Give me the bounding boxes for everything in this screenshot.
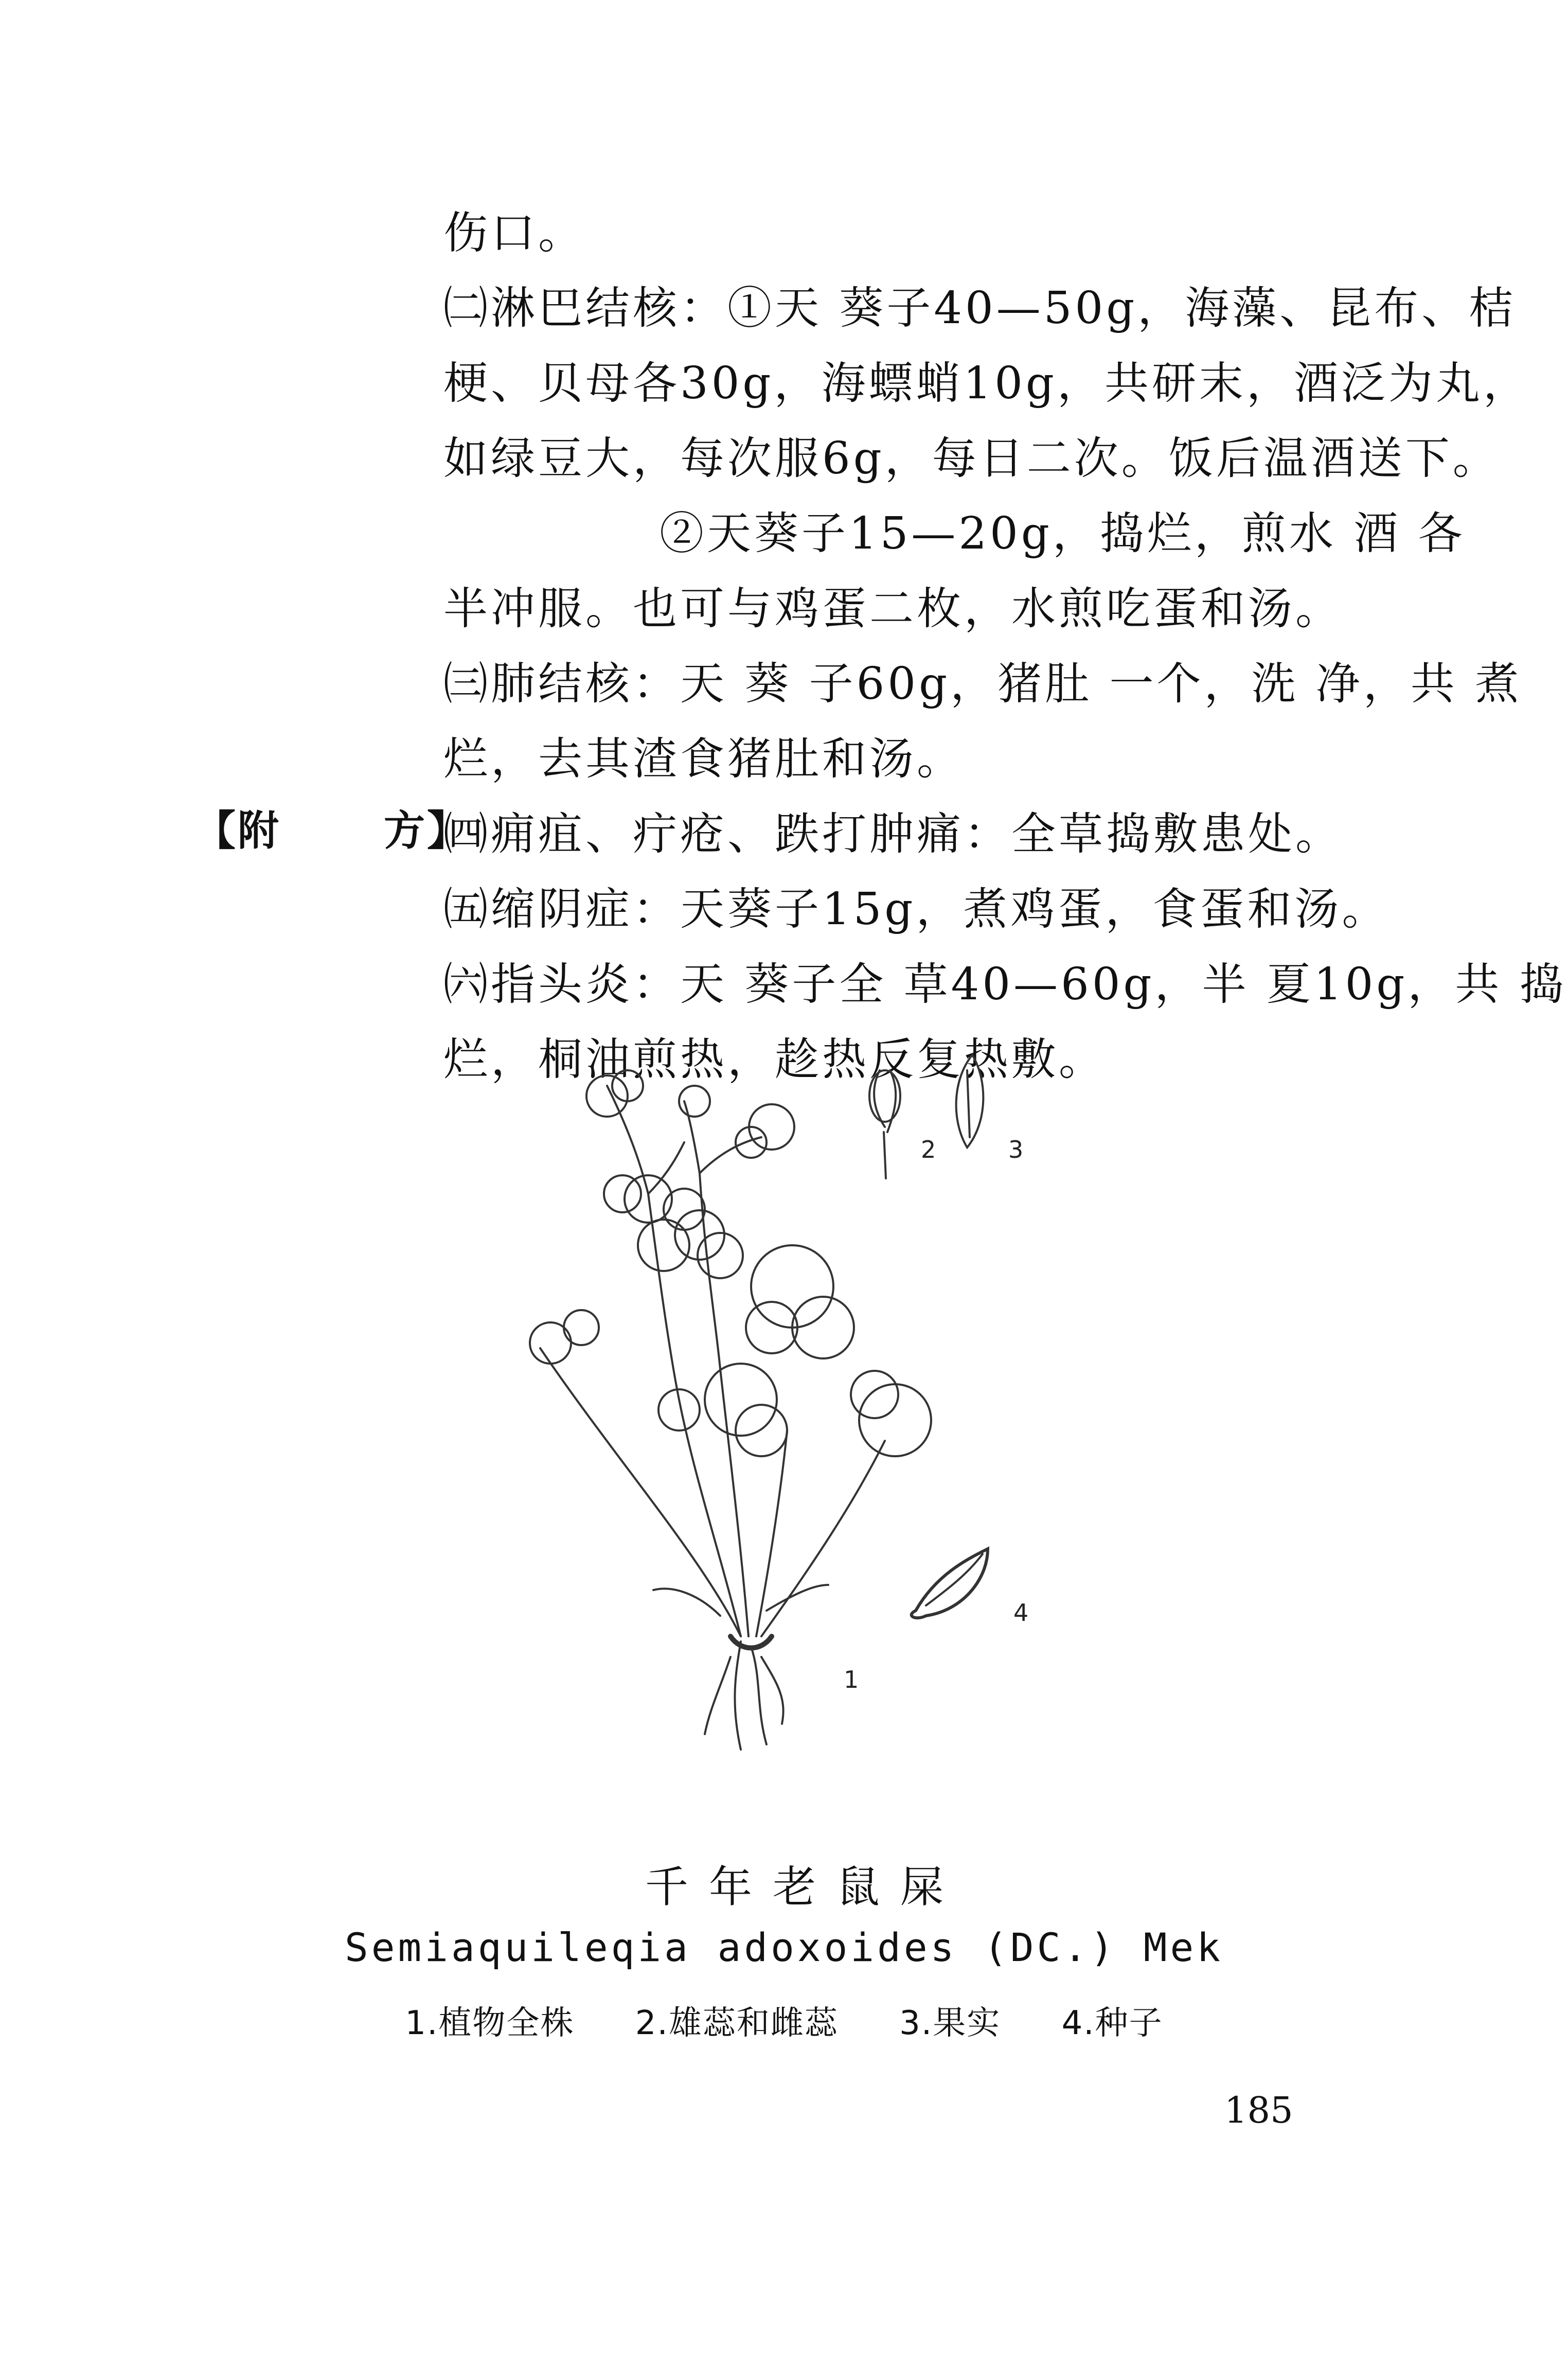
- figure-label-seed: 4: [1013, 1599, 1029, 1627]
- caption-part: 3.果实: [899, 2004, 1001, 2042]
- caption-part: 4.种子: [1061, 2004, 1163, 2042]
- text-line: 烂，去其渣食猪肚和汤。: [443, 733, 964, 785]
- figure-caption-latin-name: Semiaquileqia adoxoides (DC.) Mek: [345, 1924, 1223, 1970]
- side-label-right: 方】: [384, 807, 470, 855]
- figure-label-fruit: 3: [1008, 1136, 1024, 1163]
- body-text: [443, 196, 1567, 1097]
- text-line: 伤口。: [443, 207, 585, 259]
- plant-illustration: [453, 1039, 1070, 1873]
- text-line: ㈡淋巴结核：①天 葵子40—50g，海藻、昆布、桔: [443, 282, 1517, 334]
- page-number: 185: [1224, 2089, 1293, 2131]
- text-line: ㈤缩阴症：天葵子15g，煮鸡蛋，食蛋和汤。: [443, 884, 1389, 935]
- figure-label-stamen: 2: [921, 1136, 936, 1163]
- text-line: ㈢肺结核：天 葵 子60g，猪肚 一个，洗 净，共 煮: [443, 658, 1523, 710]
- text-line: 如绿豆大，每次服6g，每日二次。饭后温酒送下。: [443, 433, 1500, 484]
- caption-part: 2.雄蕊和雌蕊: [635, 2004, 839, 2042]
- text-line: 烂，桐油煎热，趁热反复热敷。: [443, 1034, 1106, 1085]
- figure-label-plant: 1: [844, 1666, 859, 1693]
- text-line: 半冲服。也可与鸡蛋二枚，水煎吃蛋和汤。: [443, 583, 1343, 634]
- caption-part: 1.植物全株: [405, 2004, 575, 2042]
- text-line: ㈣痈疽、疔疮、跌打肿痛：全草捣敷患处。: [443, 808, 1343, 860]
- text-line: ㈥指头炎：天 葵子全 草40—60g，半 夏10g，共 捣: [443, 959, 1567, 1010]
- text-line: 梗、贝母各30g，海螵蛸10g，共研末，酒泛为丸，: [443, 358, 1530, 409]
- figure-caption-parts: [0, 1997, 1568, 2044]
- appendix-formula-label: [194, 798, 470, 857]
- figure-caption-chinese-name: 千年老鼠屎: [645, 1862, 964, 1912]
- side-label-left: 【附: [194, 807, 281, 855]
- plant-drawing-svg: [453, 1039, 1070, 1873]
- text-line: ②天葵子15—20g，捣烂，煎水 酒 各: [660, 508, 1466, 559]
